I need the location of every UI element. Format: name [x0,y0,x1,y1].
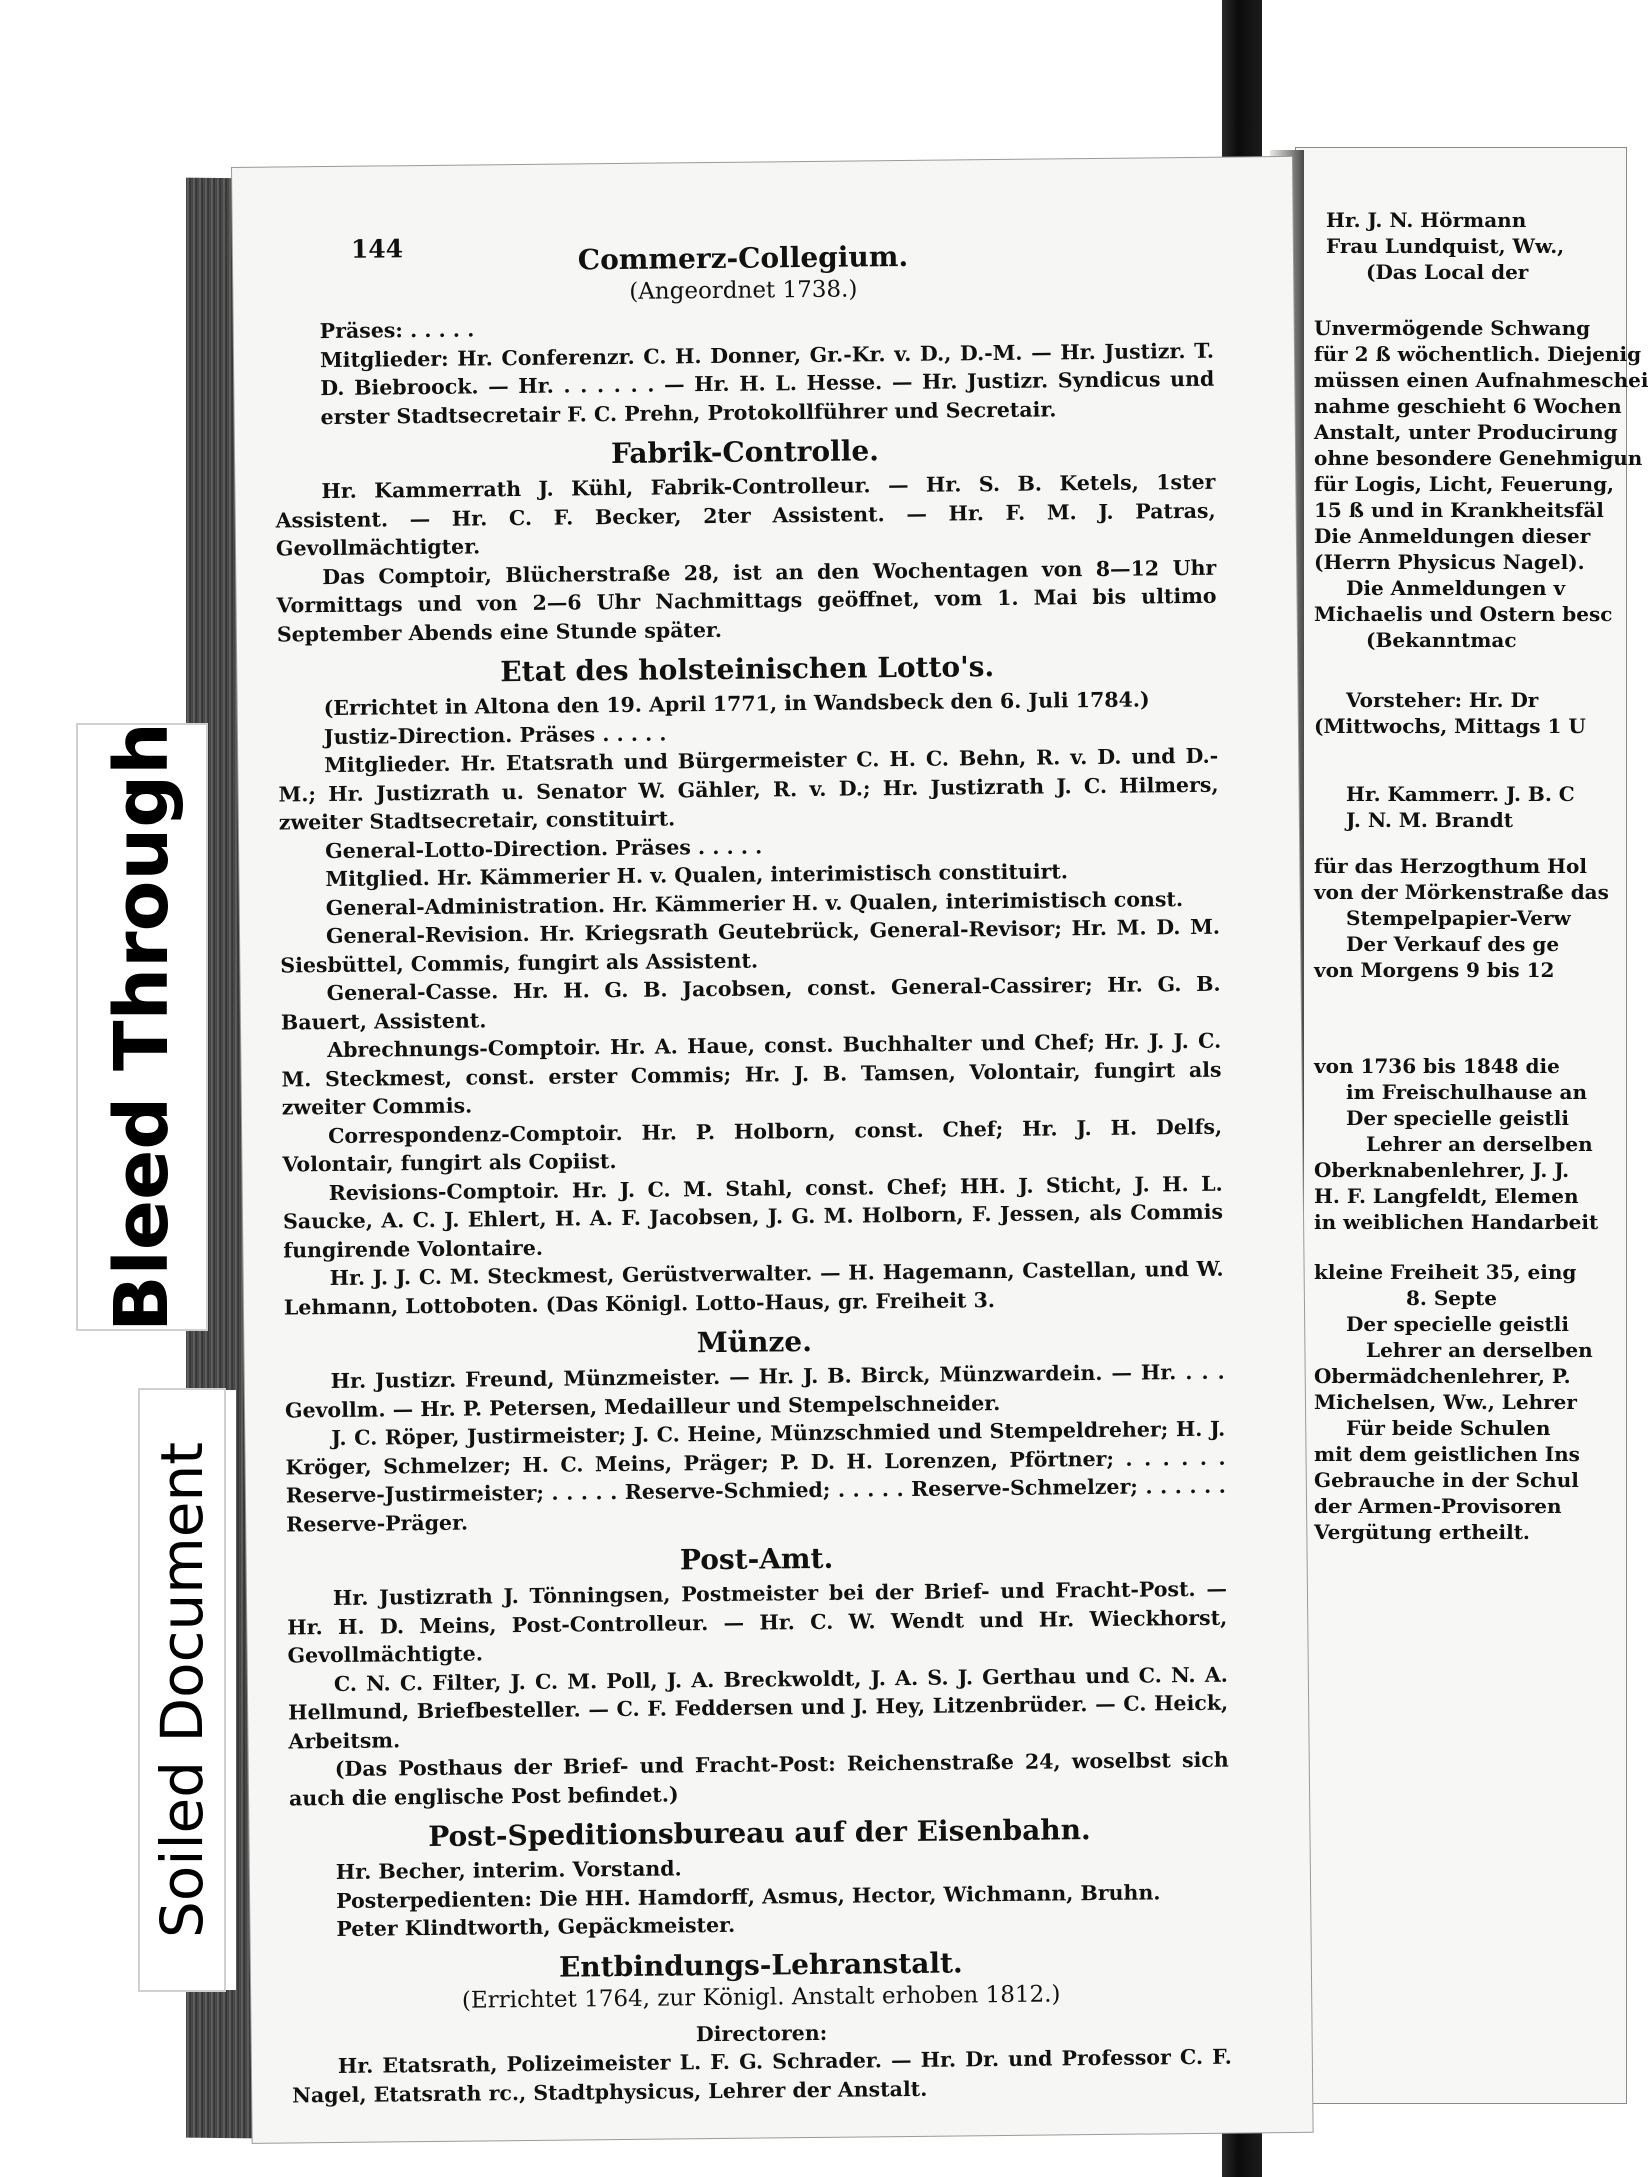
right-page-line: Die Anmeldungen dieser [1314,524,1591,548]
section-paragraph: Mitglieder. Hr. Etatsrath und Bürgermeister C. H. C. Behn, R. v. D. und D.-M.; Hr. Justizrath u. Senator W. Gähler, R. v. D.; Hr. Justizrath J. C. Hilmers, zweiter Stadtsecretair, constituirt. [278,743,1219,835]
section-paragraph: General-Revision. Hr. Kriegsrath Geutebrück, General-Revisor; Hr. M. D. M. Siesbüttel, Commis, fungirt als Assistent. [280,914,1221,978]
section-paragraph: (Das Posthaus der Brief- und Fracht-Post: Reichenstraße 24, woselbst sich auch die englische Post befindet.) [288,1747,1229,1810]
right-page-line: Michelsen, Ww., Lehrer [1314,1390,1577,1414]
right-page-line: J. N. M. Brandt [1346,808,1513,832]
right-page-line: für Logis, Licht, Feuerung, [1314,472,1615,496]
right-page-line: Oberknabenlehrer, J. J. [1314,1158,1570,1182]
right-page-line: Hr. Kammerr. J. B. C [1346,782,1575,806]
section-heading: Etat des holsteinischen Lotto's. [500,650,995,689]
right-page-line: 15 ß und in Krankheitsfäl [1314,498,1604,522]
section-paragraph: Hr. Justizrath J. Tönningsen, Postmeister bei der Brief- und Fracht-Post. — Hr. H. D. Meins, Post-Controlleur. — Hr. C. W. Wendt und Hr. Wieckhorst, Gevollmächtigte. [287,1576,1228,1668]
section-subheading: (Errichtet 1764, zur Königl. Anstalt erhoben 1812.) [461,1980,1061,2014]
right-page-line: Vorsteher: Hr. Dr [1346,688,1539,712]
section-paragraph: Justiz-Direction. Präses . . . . . [323,720,667,749]
section-paragraph: Hr. Kammerrath J. Kühl, Fabrik-Controlleur. — Hr. S. B. Ketels, 1ster Assistent. — Hr. C. F. Becker, 2ter Assistent. — Hr. F. M. J. Patras, Gevollmächtigter. [275,469,1216,561]
section-paragraph: General-Casse. Hr. H. G. B. Jacobsen, const. General-Cassirer; Hr. G. B. Bauert, Assistent. [280,971,1221,1035]
bleed-through-label-text: Bleed Through [99,722,185,1332]
section-paragraph: Das Comptoir, Blücherstraße 28, ist an den Wochentagen von 8—12 Uhr Vormittags und von 2—6 Uhr Nachmittags geöffnet, vom 1. Mai bis ultimo September Abends eine Stunde später. [276,555,1217,647]
section-paragraph: Hr. Etatsrath, Polizeimeister L. F. G. Schrader. — Hr. Dr. und Professor C. F. Nagel, Etatsrath rc., Stadtphysicus, Lehrer der Anstalt. [292,2044,1232,2107]
section-paragraph: Präses: . . . . . [319,317,475,344]
section-heading: Commerz-Collegium. [577,239,909,277]
right-page-line: (Bekanntmac [1366,628,1517,652]
right-page-line: Der Verkauf des ge [1346,932,1560,956]
section-paragraph: General-Administration. Hr. Kämmerier H. v. Qualen, interimistisch const. [325,886,1184,920]
right-page-line: Unvermögende Schwang [1314,316,1591,340]
right-page-line: Anstalt, unter Producirung [1314,420,1618,444]
right-page-line: 8. Septe [1406,1286,1497,1310]
right-page-line: müssen einen Aufnahmeschei [1314,368,1648,392]
section-paragraph: General-Lotto-Direction. Präses . . . . . [325,833,763,863]
right-page-line: Lehrer an derselben [1366,1338,1593,1362]
left-page [232,157,1313,2143]
right-page-line: Hr. J. N. Hörmann [1326,208,1527,232]
section-heading: Fabrik-Controlle. [610,434,880,471]
section-paragraph: Posterpedienten: Die HH. Hamdorff, Asmus, Hector, Wichmann, Bruhn. [336,1879,1161,1913]
right-page-line: (Mittwochs, Mittags 1 U [1314,714,1586,738]
section-heading: Post-Speditionsbureau auf der Eisenbahn. [428,1813,1091,1854]
right-page-line: (Herrn Physicus Nagel). [1314,550,1585,574]
right-page-line: H. F. Langfeldt, Elemen [1314,1184,1579,1208]
right-page-line: Lehrer an derselben [1366,1132,1593,1156]
right-page-line: im Freischulhause an [1346,1080,1588,1104]
section-paragraph: Revisions-Comptoir. Hr. J. C. M. Stahl, const. Chef; HH. J. Sticht, J. H. L. Saucke, A. C. J. Ehlert, H. A. F. Jacobsen, J. G. M. Holborn, F. Jessen, als Commis fungirende Volontaire. [282,1171,1224,1263]
right-page-line: Der specielle geistli [1346,1106,1569,1130]
right-page-line: von Morgens 9 bis 12 [1314,958,1555,982]
section-paragraph: Abrechnungs-Comptoir. Hr. A. Haue, const. Buchhalter und Chef; Hr. J. J. C. M. Steckmest, const. erster Commis; Hr. J. B. Tamsen, Volontair, fungirt als zweiter Commis. [281,1028,1222,1120]
section-paragraph: Mitglied. Hr. Kämmerier H. v. Qualen, interimistisch constituirt. [325,859,1069,892]
soiled-document-label [140,1390,224,1990]
section-paragraph: Hr. J. J. C. M. Steckmest, Gerüstverwalter. — H. Hagemann, Castellan, und W. Lehmann, Lottoboten. (Das Königl. Lotto-Haus, gr. Freiheit 3. [283,1256,1224,1320]
right-page-line: Gebrauche in der Schul [1314,1468,1579,1492]
section-paragraph: Directoren: [695,2020,828,2046]
right-page-line: mit dem geistlichen Ins [1314,1442,1580,1466]
right-page-line: Stempelpapier-Verw [1346,906,1571,930]
right-page-line: Für beide Schulen [1346,1416,1551,1440]
section-paragraph: Mitglieder: Hr. Conferenzr. C. H. Donner, Gr.-Kr. v. D., D.-M. — Hr. Justizr. T. D. Biebroock. — Hr. . . . . . . — Hr. H. L. Hesse. — Hr. Justizr. Syndicus und erster Stadtsecretair F. C. Prehn, Protokollführer und Secretair. [319,338,1215,429]
section-paragraph: Correspondenz-Comptoir. Hr. P. Holborn, const. Chef; Hr. J. H. Delfs, Volontair, fungirt als Copiist. [282,1114,1223,1177]
right-page [1296,148,1648,2103]
left-page-text [273,238,1233,2120]
page-number: 144 [350,234,404,264]
right-page-line: von 1736 bis 1848 die [1314,1054,1560,1078]
section-heading: Entbindungs-Lehranstalt. [558,1945,963,1984]
right-page-line: für 2 ß wöchentlich. Diejenig [1314,342,1642,366]
section-paragraph: Hr. Becher, interim. Vorstand. [335,1856,682,1885]
right-page-line: von der Mörkenstraße das [1314,880,1609,904]
soiled-document-label-text: Soiled Document [148,1442,217,1938]
right-page-line: Die Anmeldungen v [1346,576,1566,600]
right-page-line: ohne besondere Genehmigun [1314,446,1643,470]
section-paragraph: Hr. Justizr. Freund, Münzmeister. — Hr. J. B. Birck, Münzwardein. — Hr. . . . Gevollm. — Hr. P. Petersen, Medailleur und Stempelschneider. [284,1359,1225,1423]
right-page-line: in weiblichen Handarbeit [1314,1210,1599,1234]
right-page-line: für das Herzogthum Hol [1314,854,1587,878]
bleed-through-label [78,722,206,1332]
section-paragraph: Peter Klindtworth, Gepäckmeister. [336,1912,736,1942]
right-page-line: Obermädchenlehrer, P. [1314,1364,1571,1388]
right-page-line: nahme geschieht 6 Wochen [1314,394,1622,418]
right-page-line: Der specielle geistli [1346,1312,1569,1336]
right-page-line: Frau Lundquist, Ww., [1326,234,1565,258]
right-page-line: Vergütung ertheilt. [1314,1520,1530,1544]
section-subheading: (Angeordnet 1738.) [629,276,858,305]
section-heading: Post-Amt. [679,1541,834,1577]
right-page-line: der Armen-Provisoren [1314,1494,1562,1518]
right-page-line: Michaelis und Ostern besc [1314,602,1613,626]
section-paragraph: (Errichtet in Altona den 19. April 1771, in Wandsbeck den 6. Juli 1784.) [323,687,1150,721]
section-paragraph: J. C. Röper, Justirmeister; J. C. Heine, Münzschmied und Stempeldreher; H. J. Kröger, Schmelzer; H. C. Meins, Präger; P. D. H. Lorenzen, Pförtner; . . . . . . Reserve-Justirmeister; . . . . . Reserve-Schmied; . . . . . Reserve-Schmelzer; . . . . . . Reserve-Präger. [285,1416,1226,1537]
right-page-line: (Das Local der [1366,260,1529,284]
right-page-line: kleine Freiheit 35, eing [1314,1260,1577,1284]
section-heading: Münze. [696,1324,813,1360]
section-paragraph: C. N. C. Filter, J. C. M. Poll, J. A. Breckwoldt, J. A. S. J. Gerthau und C. N. A. Hellmund, Briefbesteller. — C. F. Feddersen und J. Hey, Litzenbrüder. — C. Heick, Arbeitsm. [288,1662,1229,1753]
